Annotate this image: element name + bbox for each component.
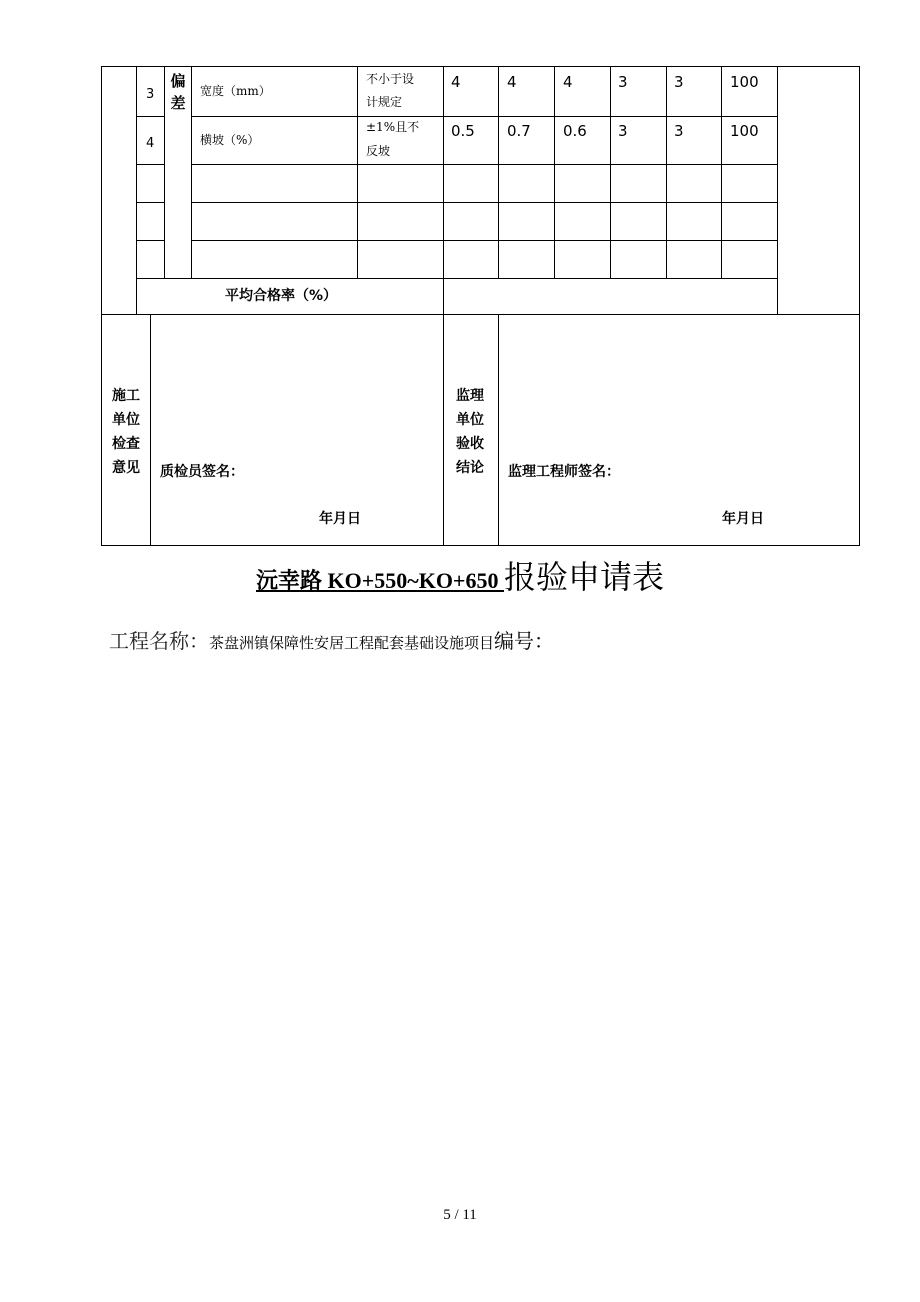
table-border-left (101, 66, 102, 546)
measurement-value: 0.7 (507, 122, 531, 140)
grid-line (101, 314, 860, 315)
grid-line (666, 66, 667, 278)
grid-line (498, 66, 499, 278)
grid-line (777, 66, 778, 314)
grid-line (150, 314, 151, 546)
contractor-date: 年月日 (319, 511, 361, 527)
form-title (0, 552, 920, 598)
number-label: 编号： (494, 631, 555, 653)
grid-line (136, 164, 164, 165)
title-road-section: 沅幸路 KO+550~KO+650 (256, 568, 504, 593)
table-border-bottom (101, 545, 860, 546)
inspector-signature-label: 质检员签名： (160, 464, 244, 480)
table-border-right (859, 66, 860, 546)
grid-line (610, 66, 611, 278)
label-line: 施工 (112, 388, 140, 404)
grid-line (136, 202, 164, 203)
grid-line (164, 66, 165, 278)
label-line: 单位 (112, 412, 140, 428)
project-line (109, 632, 554, 652)
item-name: 宽度（mm） (200, 84, 271, 98)
measurement-value: 3 (674, 122, 684, 140)
page-number: 5 / 11 (443, 1207, 477, 1223)
measurement-value: 0.5 (451, 122, 475, 140)
measurement-value: 3 (674, 73, 684, 91)
grid-line (357, 66, 358, 278)
item-name: 横坡（%） (200, 133, 260, 147)
table-border-top (101, 66, 860, 67)
measurement-value: 4 (563, 73, 573, 91)
measurement-value: 3 (618, 73, 628, 91)
measurement-value: 3 (618, 122, 628, 140)
grid-line (443, 66, 444, 546)
label-line: 单位 (456, 412, 484, 428)
grid-line (554, 66, 555, 278)
grid-line (191, 164, 778, 165)
measurement-value: 0.6 (563, 122, 587, 140)
spec-text: 不小于设 (366, 72, 415, 86)
label-line: 监理 (456, 388, 484, 404)
grid-line (136, 116, 164, 117)
engineer-signature-label: 监理工程师签名： (508, 464, 620, 480)
label-line: 结论 (456, 460, 484, 476)
spec-text: 计规定 (366, 95, 403, 109)
label-line: 检查 (112, 436, 140, 452)
deviation-label: 偏差 (170, 72, 186, 112)
grid-line (136, 278, 778, 279)
grid-line (191, 66, 192, 278)
grid-line (191, 202, 778, 203)
grid-line (191, 240, 778, 241)
label-line: 意见 (112, 460, 140, 476)
grid-line (136, 240, 164, 241)
grid-line (191, 116, 778, 117)
average-pass-rate-label: 平均合格率（%） (225, 288, 338, 304)
row-number: 3 (146, 87, 155, 102)
spec-text: 反坡 (366, 144, 391, 158)
grid-line (136, 66, 137, 314)
row-number: 4 (146, 136, 155, 151)
project-name: 茶盘洲镇保障性安居工程配套基础设施项目 (209, 636, 495, 652)
supervisor-acceptance-label (452, 384, 488, 480)
grid-line (721, 66, 722, 278)
pass-rate-value: 100 (730, 73, 759, 91)
grid-line (498, 314, 499, 546)
label-line: 验收 (456, 436, 484, 452)
supervisor-date: 年月日 (722, 511, 764, 527)
pass-rate-value: 100 (730, 122, 759, 140)
contractor-inspection-label (108, 384, 144, 480)
project-label: 工程名称： (109, 631, 209, 653)
spec-text: ±1%且不 (366, 120, 420, 134)
measurement-value: 4 (451, 73, 461, 91)
measurement-value: 4 (507, 73, 517, 91)
title-main: 报验申请表 (503, 559, 664, 595)
